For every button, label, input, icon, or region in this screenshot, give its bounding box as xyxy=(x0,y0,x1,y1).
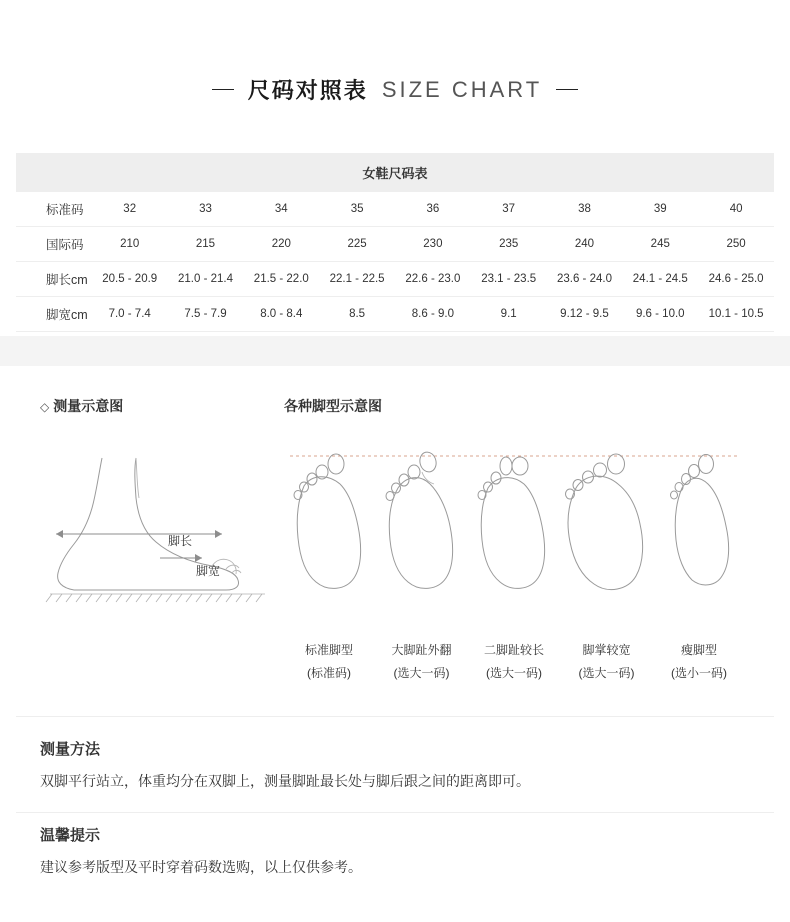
diamond-icon: ◇ xyxy=(40,400,50,414)
row-label: 国际码 xyxy=(16,227,92,262)
foot-type-item xyxy=(562,636,652,682)
size-table-wrap xyxy=(16,153,774,332)
table-cell: 245 xyxy=(622,227,698,262)
foot-type-name: 大脚趾外翻 xyxy=(391,643,452,657)
measurement-heading-label: 测量示意图 xyxy=(53,398,124,414)
dash-right-icon xyxy=(556,89,578,90)
row-label: 标准码 xyxy=(16,192,92,227)
divider xyxy=(16,812,774,813)
table-cell: 38 xyxy=(547,192,623,227)
table-cell: 21.5 - 22.0 xyxy=(243,262,319,297)
measurement-heading xyxy=(40,396,270,416)
table-cell: 9.1 xyxy=(471,297,547,332)
row-label: 脚宽cm xyxy=(16,297,92,332)
table-cell: 8.6 - 9.0 xyxy=(395,297,471,332)
table-row xyxy=(16,192,774,227)
foot-standard xyxy=(294,454,361,588)
note-title: 温馨提示 xyxy=(40,827,101,844)
foot-type-item xyxy=(469,636,559,682)
foot-bunion xyxy=(386,450,453,588)
table-cell: 9.6 - 10.0 xyxy=(622,297,698,332)
page-title xyxy=(212,74,578,105)
measurement-diagram-block xyxy=(40,396,270,612)
table-cell: 40 xyxy=(698,192,774,227)
table-cell: 7.5 - 7.9 xyxy=(168,297,244,332)
page-header xyxy=(0,0,790,105)
foot-type-note: (标准码) xyxy=(307,666,351,680)
foot-width-label: 脚宽 xyxy=(196,564,221,578)
table-cell: 39 xyxy=(622,192,698,227)
tips-note xyxy=(40,824,362,877)
table-cell: 24.1 - 24.5 xyxy=(622,262,698,297)
foot-type-note: (选小一码) xyxy=(671,666,727,680)
table-cell: 34 xyxy=(243,192,319,227)
measurement-method-note xyxy=(40,738,530,791)
table-cell: 7.0 - 7.4 xyxy=(92,297,168,332)
table-cell: 225 xyxy=(319,227,395,262)
table-cell: 8.0 - 8.4 xyxy=(243,297,319,332)
table-cell: 250 xyxy=(698,227,774,262)
table-cell: 9.12 - 9.5 xyxy=(547,297,623,332)
foot-side-svg xyxy=(40,442,270,612)
foot-type-note: (选大一码) xyxy=(486,666,542,680)
table-cell: 36 xyxy=(395,192,471,227)
table-cell: 23.1 - 23.5 xyxy=(471,262,547,297)
foot-type-name: 二脚趾较长 xyxy=(483,643,544,657)
foot-type-labels xyxy=(284,636,744,682)
table-row xyxy=(16,297,774,332)
foot-type-name: 脚掌较宽 xyxy=(582,643,631,657)
foot-length-label: 脚长 xyxy=(168,534,193,548)
foot-type-note: (选大一码) xyxy=(578,666,635,680)
table-cell: 10.1 - 10.5 xyxy=(698,297,774,332)
page-title-cn: 尺码对照表 xyxy=(247,78,368,103)
foot-narrow xyxy=(671,455,729,585)
table-cell: 35 xyxy=(319,192,395,227)
table-cell: 24.6 - 25.0 xyxy=(698,262,774,297)
note-title: 测量方法 xyxy=(40,741,101,758)
table-cell: 240 xyxy=(547,227,623,262)
foot-side-illustration xyxy=(40,442,270,612)
table-cell: 215 xyxy=(168,227,244,262)
section-divider-band xyxy=(0,336,790,366)
foot-types-block xyxy=(284,396,754,682)
table-cell: 230 xyxy=(395,227,471,262)
foot-type-note: (选大一码) xyxy=(393,666,450,680)
note-body: 双脚平行站立，体重均分在双脚上，测量脚趾最长处与脚后跟之间的距离即可。 xyxy=(40,773,530,789)
table-cell: 33 xyxy=(168,192,244,227)
table-cell: 32 xyxy=(92,192,168,227)
table-row xyxy=(16,262,774,297)
page-title-en: SIZE CHART xyxy=(381,76,543,102)
dash-left-icon xyxy=(212,89,234,90)
foot-type-item xyxy=(654,636,744,682)
table-cell: 22.1 - 22.5 xyxy=(319,262,395,297)
foot-type-item xyxy=(377,636,467,682)
table-row xyxy=(16,227,774,262)
foot-types-svg xyxy=(284,442,744,612)
foot-long-second-toe xyxy=(478,457,545,588)
table-cell: 235 xyxy=(471,227,547,262)
table-cell: 210 xyxy=(92,227,168,262)
foot-type-name: 标准脚型 xyxy=(304,643,353,657)
table-cell: 23.6 - 24.0 xyxy=(547,262,623,297)
row-label: 脚长cm xyxy=(16,262,92,297)
foot-wide xyxy=(566,454,643,590)
table-cell: 37 xyxy=(471,192,547,227)
table-caption: 女鞋尺码表 xyxy=(16,153,774,192)
foot-type-name: 瘦脚型 xyxy=(680,643,717,657)
foot-type-item xyxy=(284,636,374,682)
table-cell: 20.5 - 20.9 xyxy=(92,262,168,297)
table-cell: 22.6 - 23.0 xyxy=(395,262,471,297)
table-cell: 8.5 xyxy=(319,297,395,332)
table-cell: 220 xyxy=(243,227,319,262)
foot-types-heading: 各种脚型示意图 xyxy=(284,398,382,414)
foot-types-illustrations xyxy=(284,442,754,612)
table-cell: 21.0 - 21.4 xyxy=(168,262,244,297)
size-table xyxy=(16,153,774,332)
note-body: 建议参考版型及平时穿着码数选购，以上仅供参考。 xyxy=(40,859,362,875)
divider xyxy=(16,716,774,717)
